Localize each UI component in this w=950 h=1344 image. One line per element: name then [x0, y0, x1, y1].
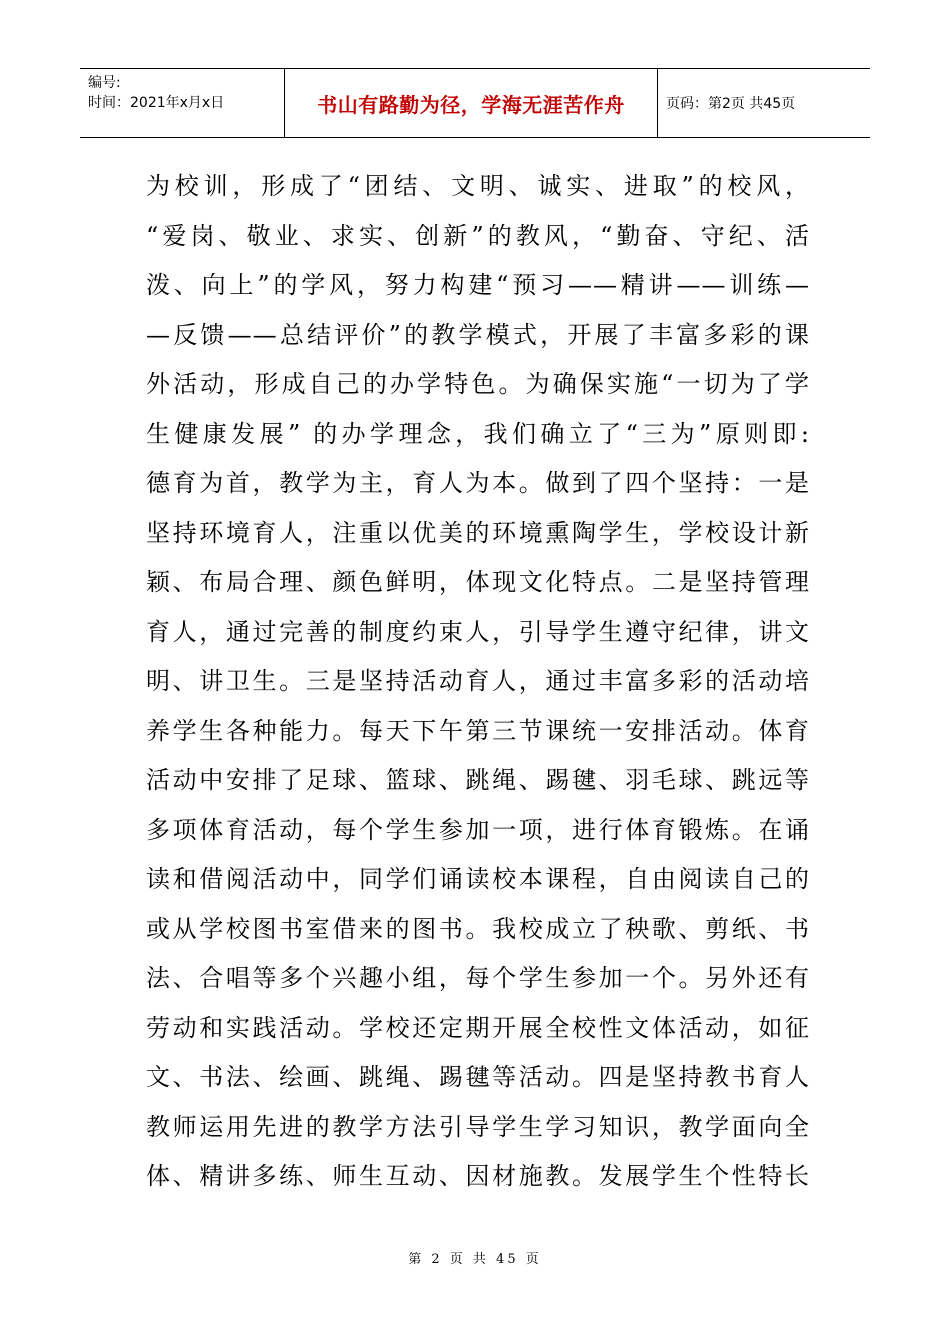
- time-label: 时间：2021年x月x日: [88, 95, 225, 111]
- body-line: “爱岗、敬业、求实、创新”的教风，“勤奋、守纪、活: [146, 221, 810, 250]
- body-line: 读和借阅活动中，同学们诵读校本课程，自由阅读自己的: [146, 865, 810, 893]
- body-line: 多项体育活动，每个学生参加一项，进行体育锻炼。在诵: [146, 815, 810, 844]
- page-header: [80, 68, 870, 138]
- header-page-label: 页码：第2页 共45页: [666, 96, 796, 112]
- serial-label: 编号:: [88, 75, 121, 91]
- body-line: 泼、向上”的学风，努力构建“预习——精讲——训练—: [146, 271, 810, 299]
- header-meta: [80, 69, 285, 137]
- body-line: 育人，通过完善的制度约束人，引导学生遵守纪律，讲文: [146, 617, 810, 646]
- body-line: 德育为首，教学为主，育人为本。做到了四个坚持：一是: [146, 469, 810, 497]
- body-line: 外活动，形成自己的办学特色。为确保实施“一切为了学: [146, 370, 810, 398]
- body-line: 劳动和实践活动。学校还定期开展全校性文体活动，如征: [146, 1013, 810, 1042]
- body-line: 明、讲卫生。三是坚持活动育人，通过丰富多彩的活动培: [146, 667, 810, 695]
- body-line: 坚持环境育人，注重以优美的环境熏陶学生，学校设计新: [146, 518, 810, 547]
- body-line: 文、书法、绘画、跳绳、踢毽等活动。四是坚持教书育人: [146, 1063, 810, 1091]
- header-motto: 书山有路勤为径，学海无涯苦作舟: [285, 69, 658, 137]
- body-line: 教师运用先进的教学方法引导学生学习知识，教学面向全: [146, 1112, 810, 1141]
- document-body: [146, 162, 810, 1202]
- body-line: 为校训，形成了“团结、文明、诚实、进取”的校风，: [146, 172, 810, 200]
- body-line: 养学生各种能力。每天下午第三节课统一安排活动。体育: [146, 716, 810, 745]
- body-line: —反馈——总结评价”的教学模式，开展了丰富多彩的课: [146, 320, 810, 349]
- body-line: 活动中安排了足球、篮球、跳绳、踢毽、羽毛球、跳远等: [146, 766, 810, 794]
- body-line: 颖、布局合理、颜色鲜明，体现文化特点。二是坚持管理: [146, 568, 810, 596]
- body-line: 生健康发展” 的办学理念，我们确立了“三为”原则即:: [146, 419, 810, 448]
- body-line: 体、精讲多练、师生互动、因材施教。发展学生个性特长: [146, 1162, 810, 1190]
- page-footer: 第 2 页 共 45 页: [408, 1252, 542, 1267]
- body-line: 或从学校图书室借来的图书。我校成立了秧歌、剪纸、书: [146, 914, 810, 943]
- body-line: 法、合唱等多个兴趣小组，每个学生参加一个。另外还有: [146, 964, 810, 992]
